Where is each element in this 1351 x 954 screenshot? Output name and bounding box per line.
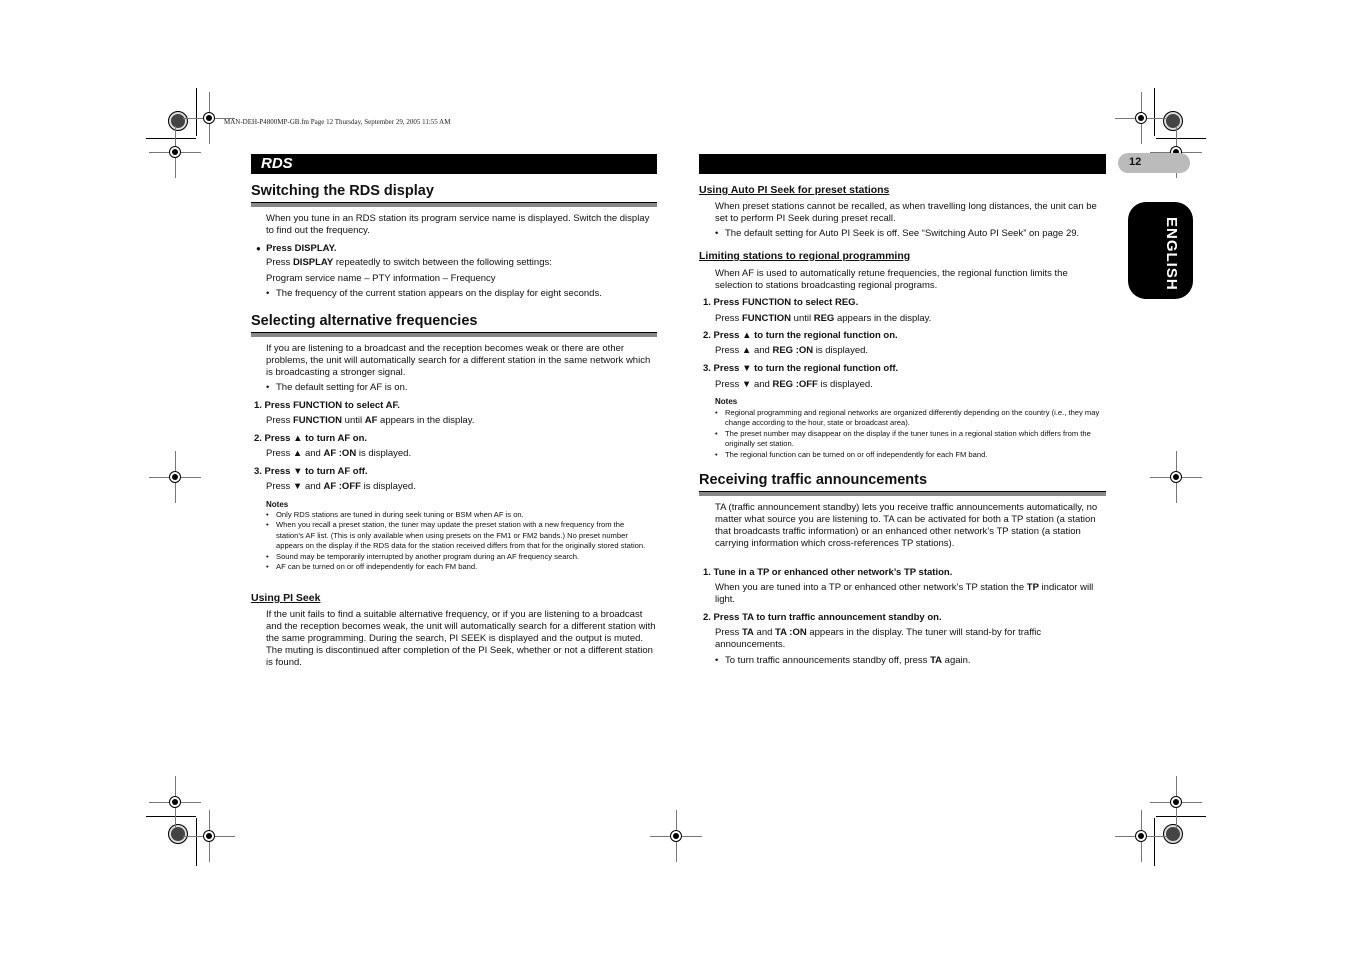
crop-mark (1156, 138, 1206, 139)
section-title: RDS (261, 155, 293, 172)
step: 2. Press ▲ to turn the regional function on. (703, 330, 898, 341)
paragraph: TA (traffic announcement standby) lets you receive traffic announcements automatically, no matter what source you are listening to. TA can be activated for both a TP station (a station that broadcasts traffic information) or an enhanced other network’s TP station (a station carrying information which cross-references TP stations). (715, 502, 1098, 549)
notes-list (715, 408, 1100, 460)
bullet-list (715, 228, 1110, 240)
note-item: • The preset number may disappear on the display if the tuner tunes in a regional station which differs from the originally set station. (715, 429, 1100, 450)
crop-mark (146, 816, 196, 817)
paragraph: When you tune in an RDS station its program service name is displayed. Switch the display to find out the frequency. (266, 213, 650, 236)
step: 1. Press FUNCTION to select REG. (703, 297, 859, 308)
list-item: • The frequency of the current station appears on the display for eight seconds. (266, 288, 656, 300)
paragraph: When AF is used to automatically retune frequencies, the regional function limits the selection to stations broadcasting regional programs. (715, 268, 1068, 291)
notes-label: Notes (266, 500, 289, 509)
header-bar-right (699, 154, 1106, 174)
heading-using-pi-seek: Using PI Seek (251, 592, 321, 604)
crop-mark (196, 88, 197, 136)
heading-rule (699, 491, 1106, 496)
step: 3. Press ▼ to turn AF off. (254, 466, 368, 477)
registration-target-icon (1163, 824, 1183, 844)
bullet-list (266, 382, 656, 394)
list-item: • The default setting for Auto PI Seek is off. See “Switching Auto PI Seek” on page 29. (715, 228, 1110, 240)
heading-switching-rds-display: Switching the RDS display (251, 183, 434, 199)
paragraph: Press TA and TA :ON appears in the display. The tuner will stand-by for traffic announcements. (715, 627, 1042, 650)
crop-mark (196, 818, 197, 866)
page-number: 12 (1129, 156, 1142, 168)
language-tab (1128, 202, 1193, 299)
note-item: • The regional function can be turned on or off independently for each FM band. (715, 450, 1100, 460)
bullet-list (266, 288, 656, 300)
crop-mark (1154, 88, 1155, 136)
list-item: • The default setting for AF is on. (266, 382, 656, 394)
registration-target-icon (168, 111, 188, 131)
registration-target-icon (168, 824, 188, 844)
heading-auto-pi-seek: Using Auto PI Seek for preset stations (699, 184, 890, 196)
paragraph: Program service name – PTY information – Frequency (266, 273, 496, 284)
step: 1. Tune in a TP or enhanced other network’s TP station. (703, 567, 953, 578)
note-item: • When you recall a preset station, the tuner may update the preset station with a new frequency from the station’s AF list. (This is only available when using presets on the FM1 or FM2 bands.) No preset number appears on the display if the RDS data for the station received differs from that for the originally stored station. (266, 520, 651, 551)
note-item: • Regional programming and regional networks are organized differently depending on the country (i.e., they may change according to the hour, state or broadcast area). (715, 408, 1100, 429)
note-item: • Sound may be temporarily interrupted by another program during an AF frequency search. (266, 552, 651, 562)
step: 3. Press ▼ to turn the regional function off. (703, 363, 899, 374)
bullet-list (715, 655, 1103, 667)
notes-list (266, 510, 651, 572)
heading-traffic-announcements: Receiving traffic announcements (699, 472, 928, 488)
note-item: • Only RDS stations are tuned in during seek tuning or BSM when AF is on. (266, 510, 651, 520)
paragraph: Press FUNCTION until AF appears in the display. (266, 415, 475, 426)
note-item: • AF can be turned on or off independently for each FM band. (266, 562, 651, 572)
section-header-bar (251, 154, 657, 174)
step: 2. Press TA to turn traffic announcement standby on. (703, 612, 942, 623)
list-item: • To turn traffic announcements standby off, press TA again. (715, 655, 1103, 667)
crop-mark (146, 138, 196, 139)
heading-regional-programming: Limiting stations to regional programming (699, 250, 911, 262)
step: 1. Press FUNCTION to select AF. (254, 400, 400, 411)
file-info: MAN-DEH-P4800MP-GB.fm Page 12 Thursday, September 29, 2005 11:55 AM (224, 118, 451, 126)
paragraph: If the unit fails to find a suitable alternative frequency, or if you are listening to a broadcast and the reception becomes weak, the unit will automatically search for a different station with the same programming. During the search, PI SEEK is displayed and the output is muted. The muting is discontinued after completion of the PI Seek, whether or not a different station is found. (266, 609, 656, 668)
step: ● Press DISPLAY. (256, 243, 337, 254)
crop-mark (1154, 818, 1155, 866)
registration-target-icon (1163, 111, 1183, 131)
heading-alternative-frequencies: Selecting alternative frequencies (251, 313, 478, 329)
paragraph: Press FUNCTION until REG appears in the display. (715, 313, 932, 324)
paragraph: Press DISPLAY repeatedly to switch between the following settings: (266, 257, 552, 268)
notes-label: Notes (715, 397, 738, 406)
paragraph: When preset stations cannot be recalled, as when travelling long distances, the unit can be set to perform PI Seek during preset recall. (715, 201, 1097, 224)
step: 2. Press ▲ to turn AF on. (254, 433, 368, 444)
paragraph: If you are listening to a broadcast and the reception becomes weak or there are other problems, the unit will automatically search for a different station in the same network which is broadcasting a stronger signal. (266, 343, 651, 378)
paragraph: Press ▼ and REG :OFF is displayed. (715, 379, 873, 390)
crop-mark (1156, 816, 1206, 817)
paragraph: Press ▼ and AF :OFF is displayed. (266, 481, 416, 492)
language-label: ENGLISH (1163, 217, 1180, 291)
page-number-tab (1118, 153, 1190, 173)
heading-rule (251, 332, 657, 337)
heading-rule (251, 202, 657, 207)
paragraph: Press ▲ and REG :ON is displayed. (715, 345, 869, 356)
paragraph: Press ▲ and AF :ON is displayed. (266, 448, 412, 459)
paragraph: When you are tuned into a TP or enhanced other network’s TP station the TP indicator will light. (715, 582, 1094, 605)
